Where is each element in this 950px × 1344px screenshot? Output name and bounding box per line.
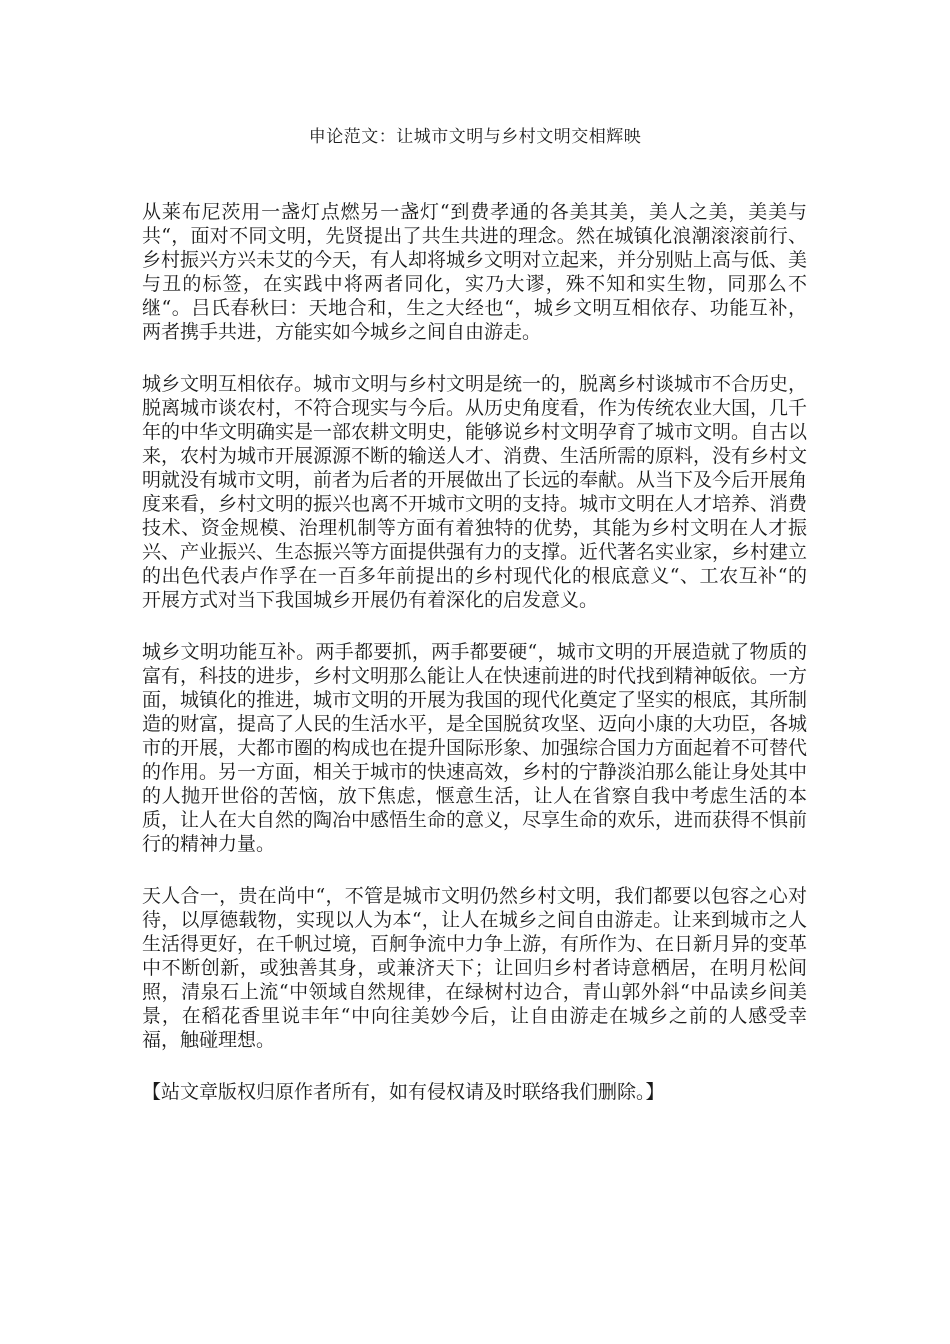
paragraph-intro: 从莱布尼茨用一盏灯点燃另一盏灯“到费孝通的各美其美，美人之美，美美与共“，面对不同文明，先贤提出了共生共进的理念。然在城镇化浪潮滚滚前行、乡村振兴方兴未艾的今天，有人却将城乡文明对立起来，并分别贴上高与低、美与丑的标签，在实践中将两者同化，实乃大谬，殊不知和实生物，同那么不继“。吕氏春秋曰：天地合和，生之大经也“，城乡文明互相依存、功能互补，两者携手共进，方能实如今城乡之间自由游走。: [142, 201, 808, 343]
paragraph-complementary: 城乡文明功能互补。两手都要抓，两手都要硬“，城市文明的开展造就了物质的富有，科技的进步，乡村文明那么能让人在快速前进的时代找到精神皈依。一方面，城镇化的推进，城市文明的开展为我国的现代化奠定了坚实的根底，其所制造的财富，提高了人民的生活水平，是全国脱贫攻坚、迈向小康的大功臣，各城市的开展，大都市圈的构成也在提升国际形象、加强综合国力方面起着不可替代的作用。另一方面，相关于城市的快速高效，乡村的宁静淡泊那么能让身处其中的人抛开世俗的苦恼，放下焦虑，惬意生活，让人在省察自我中考虑生活的本质，让人在大自然的陶冶中感悟生命的意义，尽享生命的欢乐，进而获得不惧前行的精神力量。: [142, 641, 808, 855]
document-body: [142, 200, 807, 1104]
copyright-notice: 【站文章版权归原作者所有，如有侵权请及时联络我们删除。】: [142, 1081, 665, 1103]
document-title: 申论范文：让城市文明与乡村文明交相辉映: [308, 127, 642, 147]
paragraph-interdependence: 城乡文明互相依存。城市文明与乡村文明是统一的，脱离乡村谈城市不合历史，脱离城市谈农村，不符合现实与今后。从历史角度看，作为传统农业大国，几千年的中华文明确实是一部农耕文明史，能够说乡村文明孕育了城市文明。自古以来，农村为城市开展源源不断的输送人才、消费、生活所需的原料，没有乡村文明就没有城市文明，前者为后者的开展做出了长远的奉献。从当下及今后开展角度来看，乡村文明的振兴也离不开城市文明的支持。城市文明在人才培养、消费技术、资金规模、治理机制等方面有着独特的优势，其能为乡村文明在人才振兴、产业振兴、生态振兴等方面提供强有力的支撑。近代著名实业家，乡村建立的出色代表卢作孚在一百多年前提出的乡村现代化的根底意义“、工农互补“的开展方式对当下我国城乡开展仍有着深化的启发意义。: [142, 373, 808, 611]
paragraph-conclusion: 天人合一，贵在尚中“，不管是城市文明仍然乡村文明，我们都要以包容之心对待，以厚德载物，实现以人为本“，让人在城乡之间自由游走。让来到城市之人生活得更好，在千帆过境，百舸争流中力争上游，有所作为、在日新月异的变革中不断创新，或独善其身，或兼济天下；让回归乡村者诗意栖居，在明月松间照，清泉石上流“中领域自然规律，在绿树村边合，青山郭外斜“中品读乡间美景，在稻花香里说丰年“中向往美妙今后，让自由游走在城乡之前的人感受幸福，触碰理想。: [142, 885, 808, 1051]
